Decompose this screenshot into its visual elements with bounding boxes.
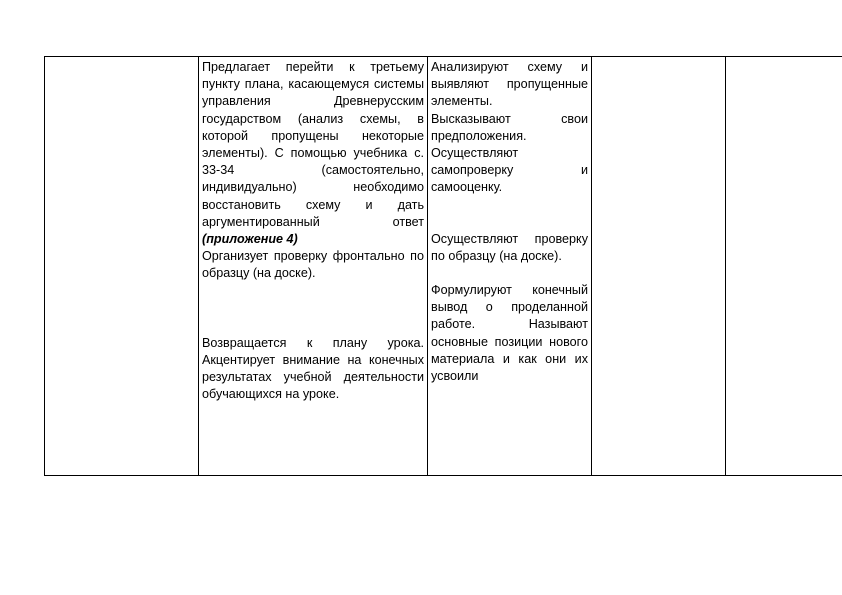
student-paragraph: Формулируют конечный вывод о проделанной работе. Называют основные позиции нового материала и как они их усвоили	[431, 283, 588, 384]
student-paragraph: Осуществляют проверку по образцу (на доске).	[431, 231, 588, 263]
teacher-paragraph	[202, 59, 424, 248]
table-row	[45, 57, 842, 476]
stage-cell	[45, 57, 199, 476]
teacher-paragraph: Возвращается к плану урока. Акцентирует внимание на конечных результатах учебной деятельности обучающихся на уроке.	[202, 335, 424, 402]
competencies-cell	[592, 57, 726, 476]
teacher-paragraph-text: Предлагает перейти к третьему пункту плана, касающемуся системы управления Древнерусским государством (анализ схемы, в которой пропущены некоторые элементы). С помощью учебника с. 33-34 (самостоятельно, индивидуально) необходимо восстановить схему и дать аргументированный ответ	[202, 60, 424, 229]
student-paragraph: Осуществляют самопроверку и самооценку.	[431, 146, 588, 195]
student-paragraph: Анализируют схему и выявляют пропущенные элементы.	[431, 60, 588, 109]
student-activity-cell	[428, 57, 592, 476]
teacher-activity-cell	[199, 57, 428, 476]
appendix-reference: (приложение 4)	[202, 232, 298, 247]
lesson-table	[44, 56, 842, 476]
teacher-paragraph: Организует проверку фронтально по образцу (на доске).	[202, 249, 424, 281]
student-paragraph: Высказывают свои предположения.	[431, 111, 588, 143]
notes-cell	[726, 57, 842, 476]
